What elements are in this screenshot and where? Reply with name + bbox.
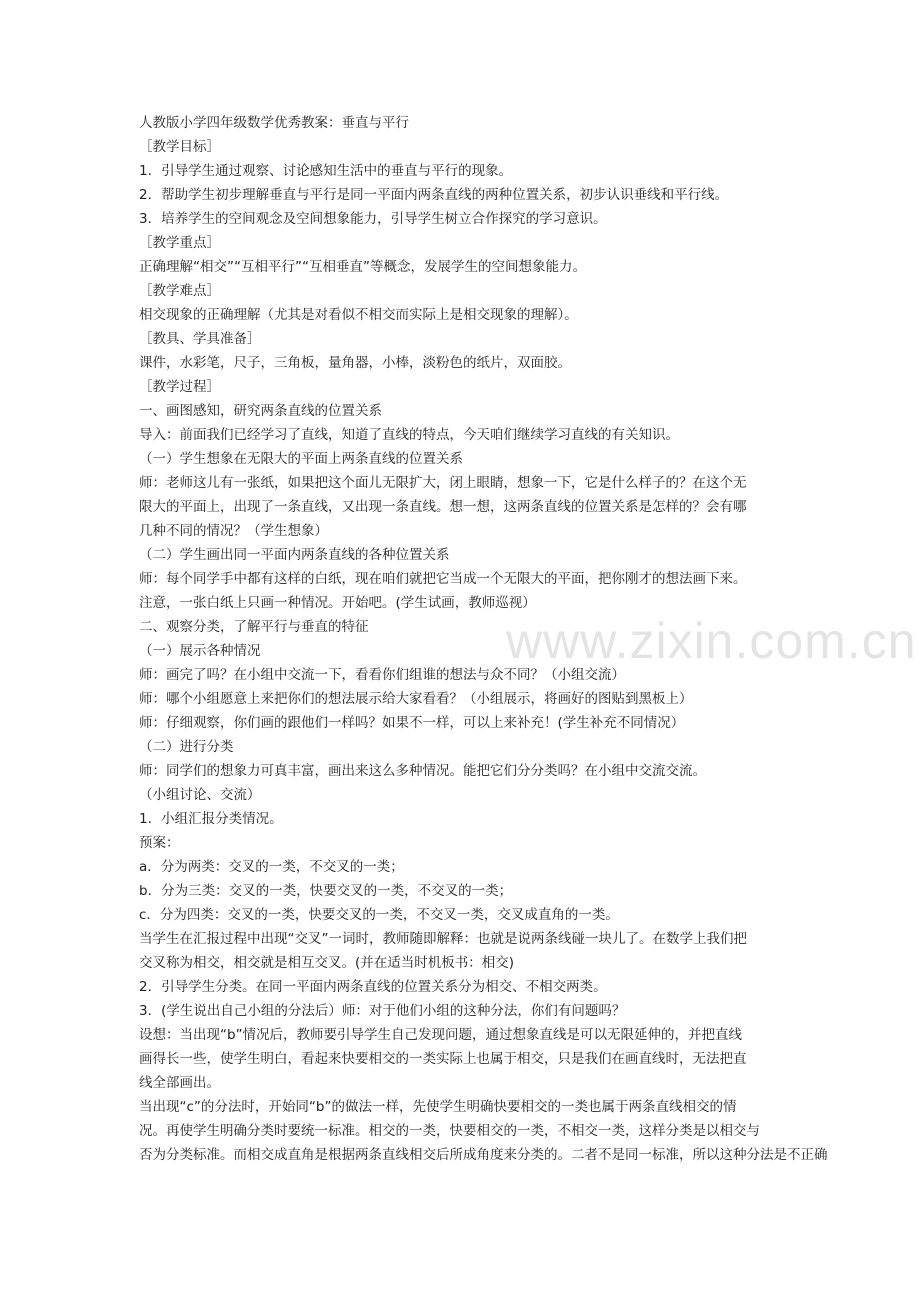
doc-line: ［教具、学具准备］ (139, 331, 261, 347)
doc-line: 师：画完了吗？在小组中交流一下，看看你们组谁的想法与众不同？（小组交流） (139, 667, 625, 683)
doc-line: 注意，一张白纸上只画一种情况。开始吧。(学生试画，教师巡视） (139, 595, 536, 611)
doc-line: （一）学生想象在无限大的平面上两条直线的位置关系 (139, 451, 463, 467)
doc-line: 当出现“c”的分法时，开始同“b”的做法一样，先使学生明确快要相交的一类也属于两条直线相交的情 (139, 1099, 737, 1115)
doc-line: 交叉称为相交，相交就是相互交叉。(并在适当时机板书：相交) (139, 955, 515, 971)
doc-line: 导入：前面我们已经学习了直线，知道了直线的特点，今天咱们继续学习直线的有关知识。 (139, 427, 679, 443)
doc-line: 线全部画出。 (139, 1075, 220, 1091)
doc-line: （二）学生画出同一平面内两条直线的各种位置关系 (139, 547, 450, 563)
doc-line: 相交现象的正确理解（尤其是对看似不相交而实际上是相交现象的理解）。 (139, 307, 578, 323)
doc-line: 师：同学们的想象力可真丰富，画出来这么多种情况。能把它们分分类吗？在小组中交流交流。 (139, 763, 706, 779)
doc-line: c．分为四类：交叉的一类，快要交叉的一类，不交叉一类，交叉成直角的一类。 (139, 907, 619, 923)
doc-line: 师：仔细观察，你们画的跟他们一样吗？如果不一样，可以上来补充！(学生补充不同情况） (139, 715, 685, 731)
doc-line: （小组讨论、交流） (139, 787, 261, 803)
doc-line: 3．(学生说出自己小组的分法后）师：对于他们小组的这种分法，你们有问题吗？ (139, 1003, 626, 1019)
doc-line: （一）展示各种情况 (139, 643, 261, 659)
doc-line: 课件，水彩笔，尺子，三角板，量角器，小棒，淡粉色的纸片，双面胶。 (139, 355, 571, 371)
doc-line: 1．小组汇报分类情况。 (139, 811, 283, 827)
doc-title: 人教版小学四年级数学优秀教案：垂直与平行 (139, 115, 409, 131)
doc-line: 3．培养学生的空间观念及空间想象能力，引导学生树立合作探究的学习意识。 (139, 211, 607, 227)
doc-line: 师：每个同学手中都有这样的白纸，现在咱们就把它当成一个无限大的平面，把你刚才的想法画下来。 (139, 571, 747, 587)
doc-line: 否为分类标准。而相交成直角是根据两条直线相交后所成角度来分类的。二者不是同一标准，所以这种分法是不正确 (139, 1147, 828, 1163)
doc-line: ［教学目标］ (139, 139, 220, 155)
doc-line: 正确理解“相交”“互相平行”“互相垂直”等概念，发展学生的空间想象能力。 (139, 259, 586, 275)
doc-line: 况。再使学生明确分类时要统一标准。相交的一类，快要相交的一类，不相交一类，这样分类是以相交与 (139, 1123, 760, 1139)
doc-line: 二、观察分类，了解平行与垂直的特征 (139, 619, 369, 635)
doc-line: 预案： (139, 835, 180, 851)
watermark: www.zixin.com.cn (506, 613, 917, 669)
doc-line: 限大的平面上，出现了一条直线，又出现一条直线。想一想，这两条直线的位置关系是怎样的？会有哪 (139, 499, 747, 515)
doc-line: 画得长一些，使学生明白，看起来快要相交的一类实际上也属于相交，只是我们在画直线时，无法把直 (139, 1051, 747, 1067)
doc-line: 1．引导学生通过观察、讨论感知生活中的垂直与平行的现象。 (139, 163, 513, 179)
doc-line: ［教学过程］ (139, 379, 220, 395)
doc-line: 设想：当出现“b”情况后，教师要引导学生自己发现问题，通过想象直线是可以无限延伸的，并把直线 (139, 1027, 743, 1043)
doc-line: 师：哪个小组愿意上来把你们的想法展示给大家看看？（小组展示，将画好的图贴到黑板上） (139, 691, 693, 707)
doc-line: ［教学重点］ (139, 235, 220, 251)
doc-line: 一、画图感知，研究两条直线的位置关系 (139, 403, 382, 419)
doc-line: （二）进行分类 (139, 739, 234, 755)
doc-line: ［教学难点］ (139, 283, 220, 299)
doc-line: b．分为三类：交叉的一类，快要交叉的一类，不交叉的一类； (139, 883, 513, 899)
doc-line: 几种不同的情况？（学生想象） (139, 523, 328, 539)
doc-line: 当学生在汇报过程中出现“交叉”一词时，教师随即解释：也就是说两条线碰一块儿了。在数学上我们把 (139, 931, 747, 947)
doc-line: 师：老师这儿有一张纸，如果把这个面儿无限扩大，闭上眼睛，想象一下，它是什么样子的？在这个无 (139, 475, 747, 491)
doc-line: 2．引导学生分类。在同一平面内两条直线的位置关系分为相交、不相交两类。 (139, 979, 607, 995)
doc-line: 2．帮助学生初步理解垂直与平行是同一平面内两条直线的两种位置关系，初步认识垂线和平行线。 (139, 187, 729, 203)
doc-line: a．分为两类：交叉的一类，不交叉的一类； (139, 859, 404, 875)
